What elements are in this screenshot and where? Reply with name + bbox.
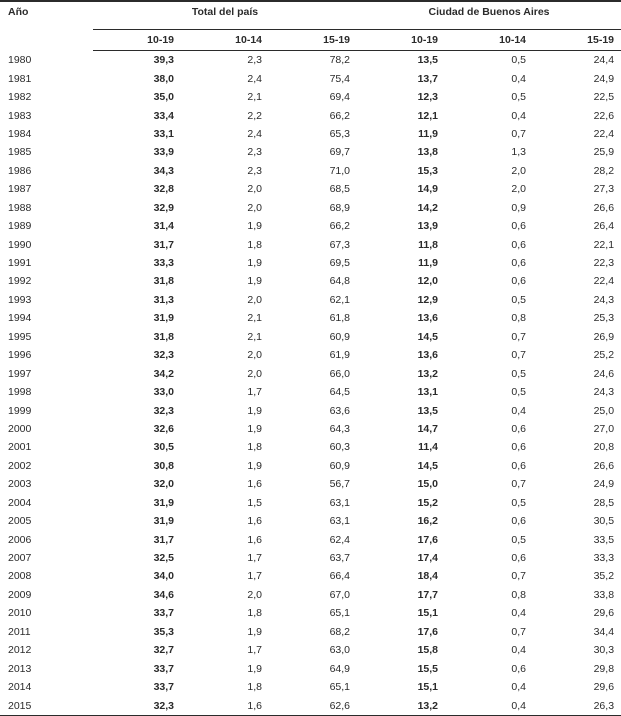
cell-total-10-14: 1,9	[247, 404, 262, 417]
cell-total-10-19: 39,3	[153, 54, 174, 67]
cell-total-10-14: 2,0	[247, 349, 262, 362]
table-row	[0, 254, 621, 272]
cell-total-15-19: 61,8	[329, 312, 350, 325]
cell-caba-10-14: 0,7	[511, 478, 526, 491]
cell-year: 2009	[8, 588, 32, 601]
cell-caba-15-19: 24,4	[593, 54, 615, 67]
cell-total-10-14: 1,7	[247, 386, 262, 399]
cell-caba-15-19: 26,3	[533, 696, 621, 715]
cell-caba-10-19: 13,7	[417, 72, 438, 85]
cell-year: 1993	[8, 293, 32, 306]
cell-caba-10-19: 11,4	[418, 441, 438, 454]
cell-year: 2010	[8, 607, 32, 620]
cell-year: 2005	[8, 515, 32, 528]
cell-caba-15-19: 30,5	[593, 515, 615, 528]
cell-total-10-19: 33,7	[153, 662, 174, 675]
cell-total-15-19: 65,1	[329, 681, 350, 694]
cell-caba-10-19: 11,8	[418, 238, 438, 251]
cell-total-15-19: 67,0	[329, 588, 350, 601]
cell-total-10-19: 31,7	[153, 238, 174, 251]
cell-total-10-14: 1,9	[247, 422, 262, 435]
cell-year: 1987	[8, 183, 32, 196]
cell-total-15-19: 64,8	[329, 275, 350, 288]
cell-total-10-19: 31,7	[153, 533, 174, 546]
cell-year: 1995	[8, 330, 32, 343]
table-row	[0, 438, 621, 456]
cell-total-10-14: 1,6	[181, 696, 269, 715]
cell-caba-15-19: 24,3	[593, 293, 615, 306]
cell-caba-10-19: 15,1	[417, 681, 438, 694]
cell-year: 2004	[8, 496, 32, 509]
cell-caba-10-19: 11,9	[418, 127, 438, 140]
cell-caba-15-19: 25,2	[593, 349, 615, 362]
cell-caba-10-19: 14,5	[417, 330, 438, 343]
cell-caba-10-19: 17,6	[417, 625, 438, 638]
cell-caba-10-14: 0,6	[511, 662, 526, 675]
table-row	[0, 309, 621, 327]
cell-caba-10-14: 0,6	[511, 459, 526, 472]
cell-total-15-19: 63,0	[329, 644, 350, 657]
cell-year: 2001	[8, 441, 32, 454]
cell-total-15-19: 56,7	[329, 478, 350, 491]
cell-total-10-19: 32,7	[153, 644, 174, 657]
table-row	[0, 401, 621, 419]
table-row	[0, 69, 621, 87]
cell-caba-10-14: 0,5	[511, 367, 526, 380]
cell-total-10-14: 1,8	[247, 441, 262, 454]
table-row	[0, 604, 621, 622]
table-row	[0, 125, 621, 143]
cell-caba-10-14: 0,6	[511, 552, 526, 565]
cell-total-10-14: 1,9	[247, 275, 262, 288]
cell-caba-10-19: 11,9	[418, 257, 438, 270]
cell-caba-10-19: 17,6	[417, 533, 438, 546]
cell-caba-10-19: 13,5	[417, 54, 438, 67]
cell-year: 2015	[0, 696, 93, 715]
group-header-total: Total del país	[93, 1, 357, 30]
table-row	[0, 623, 621, 641]
cell-caba-15-19: 20,8	[593, 441, 615, 454]
cell-caba-15-19: 33,8	[593, 588, 615, 601]
subheader-total-10-14: 10-14	[181, 30, 269, 51]
subheader-total-15-19: 15-19	[269, 30, 357, 51]
cell-total-10-14: 1,8	[247, 681, 262, 694]
cell-year: 1989	[8, 220, 32, 233]
cell-caba-10-19: 17,7	[417, 588, 438, 601]
cell-total-10-14: 1,8	[247, 607, 262, 620]
cell-year: 2011	[8, 625, 31, 638]
table-row	[0, 364, 621, 382]
cell-caba-10-14: 0,6	[511, 275, 526, 288]
cell-total-10-14: 2,0	[247, 293, 262, 306]
cell-caba-10-19: 13,5	[417, 404, 438, 417]
cell-caba-10-14: 0,5	[511, 496, 526, 509]
cell-caba-15-19: 26,9	[593, 330, 615, 343]
cell-total-15-19: 60,3	[329, 441, 350, 454]
table-row	[0, 106, 621, 124]
cell-caba-10-14: 0,6	[511, 515, 526, 528]
subheader-caba-10-14: 10-14	[445, 30, 533, 51]
cell-total-10-19: 30,5	[153, 441, 174, 454]
table-row	[0, 217, 621, 235]
cell-caba-15-19: 33,5	[593, 533, 615, 546]
cell-total-10-19: 35,0	[153, 91, 174, 104]
cell-total-10-14: 2,3	[247, 146, 262, 159]
cell-total-10-19: 34,0	[153, 570, 174, 583]
cell-caba-10-14: 0,6	[511, 257, 526, 270]
cell-year: 1991	[8, 257, 32, 270]
cell-caba-10-14: 0,6	[511, 422, 526, 435]
cell-total-10-14: 1,7	[247, 644, 262, 657]
cell-total-10-14: 2,3	[247, 164, 262, 177]
cell-caba-10-19: 12,9	[417, 293, 438, 306]
cell-caba-15-19: 30,3	[593, 644, 615, 657]
cell-caba-10-19: 15,0	[417, 478, 438, 491]
cell-caba-10-19: 15,5	[417, 662, 438, 675]
cell-caba-15-19: 22,5	[593, 91, 615, 104]
cell-caba-10-14: 0,6	[511, 238, 526, 251]
cell-total-10-19: 32,8	[153, 183, 174, 196]
table-row	[0, 586, 621, 604]
cell-year: 1992	[8, 275, 32, 288]
cell-caba-10-14: 0,7	[511, 330, 526, 343]
cell-caba-15-19: 25,0	[593, 404, 615, 417]
cell-year: 1986	[8, 164, 32, 177]
cell-caba-10-19: 15,8	[417, 644, 438, 657]
cell-total-10-19: 31,8	[153, 275, 174, 288]
table-row	[0, 180, 621, 198]
year-header: Año	[0, 1, 93, 51]
table-row	[0, 88, 621, 106]
cell-caba-15-19: 33,3	[593, 552, 615, 565]
cell-caba-10-19: 14,7	[417, 422, 438, 435]
cell-total-15-19: 63,7	[329, 552, 350, 565]
cell-caba-10-14: 0,4	[511, 72, 526, 85]
cell-total-10-19: 33,7	[153, 681, 174, 694]
cell-caba-15-19: 24,9	[593, 72, 615, 85]
cell-total-10-14: 1,9	[247, 257, 262, 270]
cell-caba-10-19: 13,6	[417, 312, 438, 325]
cell-total-10-14: 1,7	[247, 552, 262, 565]
table-row	[0, 696, 621, 715]
cell-total-15-19: 60,9	[329, 459, 350, 472]
cell-caba-15-19: 22,6	[593, 109, 615, 122]
cell-total-15-19: 66,2	[329, 109, 350, 122]
cell-total-10-14: 2,1	[247, 91, 262, 104]
cell-total-10-19: 32,9	[153, 201, 174, 214]
cell-caba-10-14: 0,5	[511, 533, 526, 546]
cell-caba-10-19: 15,3	[417, 164, 438, 177]
cell-total-10-19: 33,3	[153, 257, 174, 270]
table-row	[0, 512, 621, 530]
cell-total-15-19: 69,5	[329, 257, 350, 270]
cell-year: 2002	[8, 459, 32, 472]
cell-year: 1983	[8, 109, 32, 122]
cell-total-15-19: 62,6	[269, 696, 357, 715]
cell-total-10-19: 31,8	[153, 330, 174, 343]
cell-caba-10-14: 0,5	[511, 91, 526, 104]
cell-caba-10-14: 0,8	[511, 312, 526, 325]
cell-total-10-19: 31,9	[153, 515, 174, 528]
cell-total-15-19: 64,3	[329, 422, 350, 435]
subheader-caba-15-19: 15-19	[533, 30, 621, 51]
subheader-total-10-19: 10-19	[93, 30, 181, 51]
table-body	[0, 51, 621, 716]
cell-year: 2014	[8, 681, 32, 694]
cell-caba-10-19: 13,9	[417, 220, 438, 233]
table-row	[0, 143, 621, 161]
table-header	[0, 1, 621, 51]
cell-year: 2006	[8, 533, 32, 546]
cell-total-10-19: 33,0	[153, 386, 174, 399]
cell-year: 1981	[8, 72, 32, 85]
cell-total-10-14: 2,1	[247, 312, 262, 325]
cell-year: 1985	[8, 146, 32, 159]
table-row	[0, 549, 621, 567]
cell-total-10-14: 1,7	[247, 570, 262, 583]
table-row	[0, 420, 621, 438]
cell-total-15-19: 68,5	[329, 183, 350, 196]
cell-caba-10-14: 0,7	[511, 570, 526, 583]
cell-total-15-19: 66,0	[329, 367, 350, 380]
cell-caba-15-19: 27,3	[593, 183, 615, 196]
cell-caba-10-14: 0,9	[511, 201, 526, 214]
table-row	[0, 475, 621, 493]
cell-total-15-19: 75,4	[329, 72, 350, 85]
cell-total-10-19: 34,2	[153, 367, 174, 380]
table-row	[0, 235, 621, 253]
table-row	[0, 162, 621, 180]
cell-caba-10-19: 13,2	[417, 367, 438, 380]
cell-caba-10-14: 0,4	[511, 404, 526, 417]
cell-total-10-19: 32,6	[153, 422, 174, 435]
table-row	[0, 199, 621, 217]
cell-year: 1990	[8, 238, 32, 251]
cell-caba-10-14: 1,3	[511, 146, 526, 159]
cell-caba-15-19: 28,5	[593, 496, 615, 509]
table-row	[0, 457, 621, 475]
cell-year: 1997	[8, 367, 32, 380]
cell-caba-15-19: 27,0	[593, 422, 615, 435]
cell-caba-10-14: 0,6	[511, 441, 526, 454]
cell-caba-10-14: 0,7	[511, 127, 526, 140]
group-header-caba: Ciudad de Buenos Aires	[357, 1, 621, 30]
cell-total-15-19: 67,3	[329, 238, 350, 251]
table-row	[0, 346, 621, 364]
cell-caba-10-14: 0,5	[511, 386, 526, 399]
cell-total-10-14: 1,5	[247, 496, 262, 509]
cell-caba-15-19: 26,6	[593, 201, 615, 214]
cell-total-15-19: 64,5	[329, 386, 350, 399]
cell-total-10-19: 31,9	[153, 496, 174, 509]
cell-caba-10-14: 0,7	[511, 349, 526, 362]
cell-total-15-19: 65,1	[329, 607, 350, 620]
cell-caba-10-14: 0,6	[511, 220, 526, 233]
cell-total-15-19: 62,4	[329, 533, 350, 546]
cell-caba-15-19: 24,9	[593, 478, 615, 491]
cell-year: 2008	[8, 570, 32, 583]
cell-caba-15-19: 25,3	[593, 312, 615, 325]
cell-total-10-14: 2,0	[247, 367, 262, 380]
cell-total-15-19: 69,7	[329, 146, 350, 159]
cell-caba-15-19: 28,2	[593, 164, 615, 177]
cell-total-10-19: 33,1	[153, 127, 174, 140]
cell-year: 1980	[8, 53, 32, 66]
cell-caba-15-19: 22,4	[593, 275, 615, 288]
cell-caba-15-19: 34,4	[593, 625, 615, 638]
cell-caba-10-19: 13,8	[417, 146, 438, 159]
cell-caba-15-19: 24,3	[593, 386, 615, 399]
table-row	[0, 291, 621, 309]
cell-caba-10-19: 12,0	[417, 275, 438, 288]
cell-total-15-19: 69,4	[329, 91, 350, 104]
cell-total-10-14: 2,4	[247, 127, 262, 140]
cell-caba-15-19: 24,6	[593, 367, 615, 380]
cell-year: 1984	[8, 127, 32, 140]
cell-total-10-19: 32,3	[153, 349, 174, 362]
cell-caba-10-14: 0,4	[445, 696, 533, 715]
cell-total-10-19: 30,8	[153, 459, 174, 472]
cell-caba-10-14: 0,5	[511, 293, 526, 306]
cell-caba-15-19: 22,3	[593, 257, 615, 270]
cell-year: 2012	[8, 644, 32, 657]
cell-total-10-14: 2,3	[247, 54, 262, 67]
table-row	[0, 383, 621, 401]
cell-year: 1999	[8, 404, 32, 417]
table-row	[0, 659, 621, 677]
table-row	[0, 567, 621, 585]
cell-total-10-19: 33,4	[153, 109, 174, 122]
cell-total-10-19: 34,3	[153, 164, 174, 177]
cell-total-10-14: 2,0	[247, 201, 262, 214]
table-row	[0, 678, 621, 696]
table-row	[0, 494, 621, 512]
cell-caba-10-14: 2,0	[511, 183, 526, 196]
cell-total-10-19: 32,3	[153, 404, 174, 417]
cell-total-15-19: 64,9	[329, 662, 350, 675]
cell-total-15-19: 68,9	[329, 201, 350, 214]
table-row	[0, 272, 621, 290]
table-row	[0, 641, 621, 659]
cell-caba-10-14: 0,4	[511, 109, 526, 122]
cell-caba-10-14: 0,5	[511, 54, 526, 67]
cell-caba-10-14: 0,4	[511, 644, 526, 657]
cell-caba-10-19: 14,2	[417, 201, 438, 214]
cell-total-10-14: 2,0	[247, 588, 262, 601]
cell-total-15-19: 63,6	[329, 404, 350, 417]
cell-year: 1994	[8, 312, 32, 325]
cell-caba-15-19: 29,6	[593, 607, 615, 620]
cell-total-10-14: 2,4	[247, 72, 262, 85]
cell-total-10-19: 32,0	[153, 478, 174, 491]
cell-year: 1998	[8, 386, 32, 399]
cell-caba-10-19: 13,2	[357, 696, 445, 715]
cell-caba-10-14: 0,4	[511, 607, 526, 620]
cell-total-10-14: 1,9	[247, 625, 262, 638]
cell-caba-10-14: 0,8	[511, 588, 526, 601]
cell-total-10-14: 1,8	[247, 238, 262, 251]
cell-caba-10-19: 12,3	[417, 91, 438, 104]
cell-total-15-19: 66,2	[329, 220, 350, 233]
cell-total-15-19: 65,3	[329, 127, 350, 140]
cell-caba-10-19: 14,9	[417, 183, 438, 196]
cell-total-10-19: 31,4	[153, 220, 174, 233]
cell-total-10-14: 1,9	[247, 459, 262, 472]
cell-year: 1988	[8, 201, 32, 214]
cell-year: 1982	[8, 91, 32, 104]
table-row	[0, 328, 621, 346]
cell-year: 1996	[8, 349, 32, 362]
cell-total-10-19: 33,9	[153, 146, 174, 159]
cell-total-15-19: 66,4	[329, 570, 350, 583]
cell-caba-15-19: 29,6	[593, 681, 615, 694]
cell-total-10-14: 1,6	[247, 478, 262, 491]
cell-year: 2007	[8, 552, 32, 565]
cell-total-10-19: 38,0	[153, 72, 174, 85]
cell-total-10-19: 32,5	[153, 552, 174, 565]
cell-caba-10-19: 15,1	[417, 607, 438, 620]
cell-total-15-19: 63,1	[329, 496, 350, 509]
cell-total-10-14: 1,9	[247, 220, 262, 233]
cell-total-10-14: 1,6	[247, 515, 262, 528]
cell-caba-10-19: 14,5	[417, 459, 438, 472]
cell-total-10-19: 31,9	[153, 312, 174, 325]
cell-caba-10-14: 0,7	[511, 625, 526, 638]
cell-total-15-19: 61,9	[329, 349, 350, 362]
cell-year: 2003	[8, 478, 32, 491]
cell-caba-15-19: 26,4	[593, 220, 615, 233]
table-row	[0, 530, 621, 548]
cell-total-15-19: 68,2	[329, 625, 350, 638]
cell-total-15-19: 63,1	[329, 515, 350, 528]
subheader-caba-10-19: 10-19	[357, 30, 445, 51]
cell-caba-10-19: 17,4	[417, 552, 438, 565]
cell-year: 2013	[8, 662, 32, 675]
cell-caba-10-19: 18,4	[417, 570, 438, 583]
cell-caba-10-19: 15,2	[417, 496, 438, 509]
cell-total-10-14: 2,1	[247, 330, 262, 343]
cell-caba-15-19: 35,2	[593, 570, 615, 583]
cell-caba-10-19: 12,1	[417, 109, 438, 122]
cell-total-10-19: 33,7	[153, 607, 174, 620]
cell-caba-10-19: 13,1	[417, 386, 438, 399]
cell-caba-10-14: 2,0	[511, 164, 526, 177]
cell-total-15-19: 71,0	[329, 164, 350, 177]
cell-caba-10-14: 0,4	[511, 681, 526, 694]
cell-caba-15-19: 25,9	[593, 146, 615, 159]
cell-total-15-19: 60,9	[329, 330, 350, 343]
cell-caba-15-19: 22,1	[593, 238, 615, 251]
cell-caba-10-19: 16,2	[417, 515, 438, 528]
cell-total-10-19: 34,6	[153, 588, 174, 601]
cell-total-10-14: 1,6	[247, 533, 262, 546]
cell-caba-15-19: 26,6	[593, 459, 615, 472]
cell-total-10-19: 31,3	[153, 293, 174, 306]
cell-total-15-19: 78,2	[329, 54, 350, 67]
cell-year: 2000	[8, 422, 32, 435]
cell-caba-10-19: 13,6	[417, 349, 438, 362]
cell-caba-15-19: 29,8	[593, 662, 615, 675]
cell-total-10-19: 35,3	[153, 625, 174, 638]
cell-total-10-19: 32,3	[93, 696, 181, 715]
cell-caba-15-19: 22,4	[593, 127, 615, 140]
cell-total-10-14: 2,0	[247, 183, 262, 196]
table-row	[0, 51, 621, 70]
cell-total-15-19: 62,1	[329, 293, 350, 306]
cell-total-10-14: 1,9	[247, 662, 262, 675]
cell-total-10-14: 2,2	[247, 109, 262, 122]
